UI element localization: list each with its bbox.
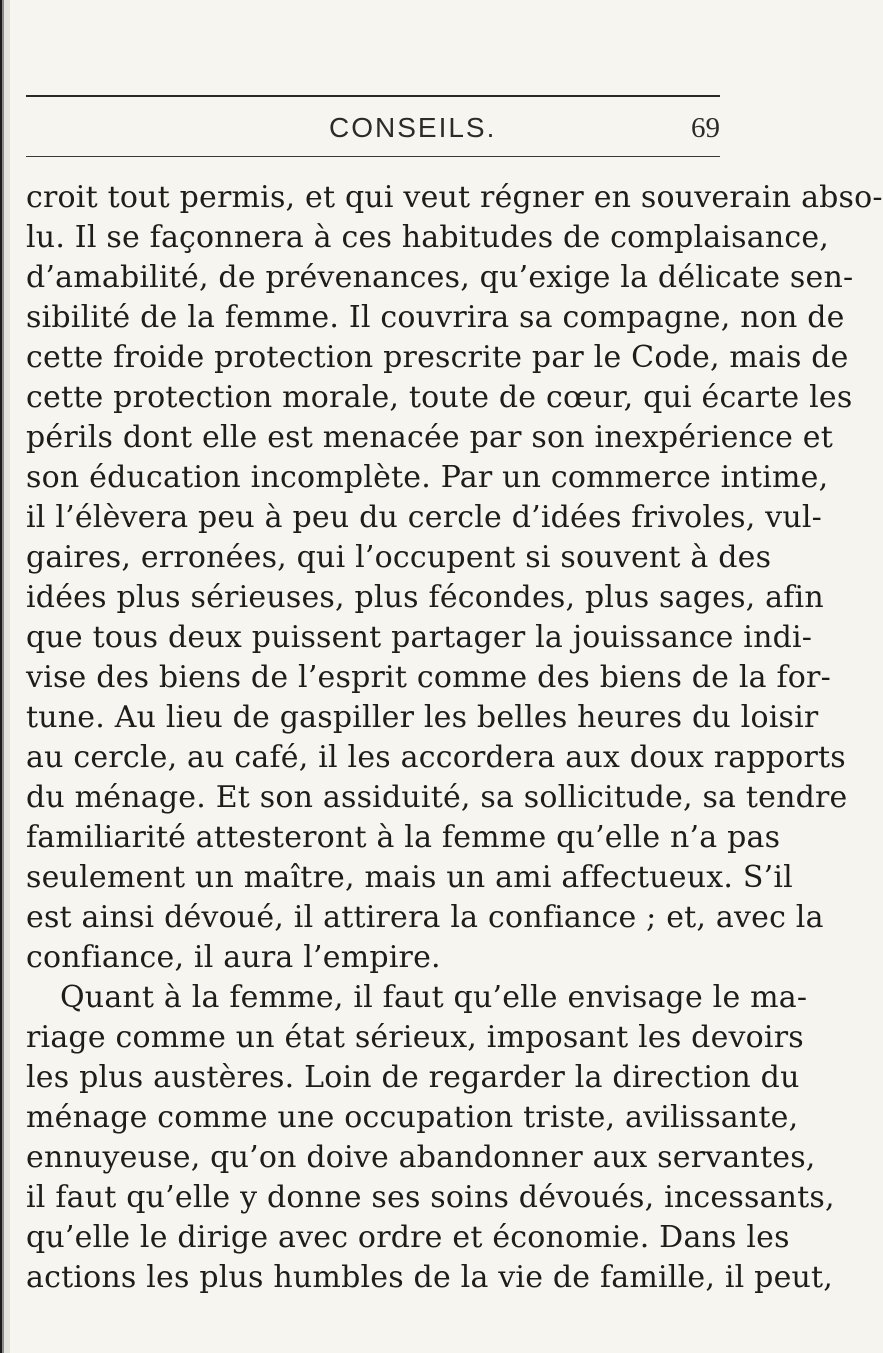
text-line-13: vise des biens de l’esprit comme des biens de la for-: [26, 660, 831, 695]
running-head: CONSEILS.: [329, 112, 497, 143]
page-number: 69: [691, 112, 720, 144]
body-text: [26, 178, 883, 1298]
text-line-18: seulement un maître, mais un ami affectueux. S’il: [26, 860, 793, 895]
text-line-28: actions les plus humbles de la vie de famille, il peut,: [26, 1260, 834, 1295]
text-line-26: il faut qu’elle y donne ses soins dévoués, incessants,: [26, 1180, 835, 1215]
text-line-15: au cercle, au café, il les accordera aux doux rapports: [26, 740, 846, 775]
text-line-17: familiarité attesteront à la femme qu’elle n’a pas: [26, 820, 781, 855]
text-line-6: cette protection morale, toute de cœur, qui écarte les: [26, 380, 853, 415]
text-line-24: ménage comme une occupation triste, avilissante,: [26, 1100, 799, 1135]
text-line-8: son éducation incomplète. Par un commerce intime,: [26, 460, 829, 495]
text-line-12: que tous deux puissent partager la jouissance indi-: [26, 620, 813, 655]
text-line-19: est ainsi dévoué, il attirera la confiance ; et, avec la: [26, 900, 824, 935]
text-line-1: croit tout permis, et qui veut régner en souverain abso-: [26, 180, 883, 215]
text-line-23: les plus austères. Loin de regarder la direction du: [26, 1060, 800, 1095]
text-line-5: cette froide protection prescrite par le Code, mais de: [26, 340, 849, 375]
text-line-16: du ménage. Et son assiduité, sa sollicitude, sa tendre: [26, 780, 848, 815]
text-line-20: confiance, il aura l’empire.: [26, 940, 441, 975]
text-line-9: il l’élèvera peu à peu du cercle d’idées frivoles, vul-: [26, 500, 822, 535]
top-rule: [26, 95, 720, 97]
text-line-2: lu. Il se façonnera à ces habitudes de complaisance,: [26, 220, 830, 255]
text-line-22: riage comme un état sérieux, imposant les devoirs: [26, 1020, 804, 1055]
text-line-10: gaires, erronées, qui l’occupent si souvent à des: [26, 540, 772, 575]
page-header: [26, 109, 720, 147]
text-line-7: périls dont elle est menacée par son inexpérience et: [26, 420, 833, 455]
header-rule: [26, 156, 720, 157]
text-line-3: d’amabilité, de prévenances, qu’exige la délicate sen-: [26, 260, 854, 295]
page-spine-edge: [0, 0, 10, 1353]
text-line-27: qu’elle le dirige avec ordre et économie. Dans les: [26, 1220, 790, 1255]
text-line-25: ennuyeuse, qu’on doive abandonner aux servantes,: [26, 1140, 816, 1175]
text-line-21: Quant à la femme, il faut qu’elle envisage le ma-: [60, 980, 808, 1015]
text-line-11: idées plus sérieuses, plus fécondes, plus sages, afin: [26, 580, 824, 615]
text-line-14: tune. Au lieu de gaspiller les belles heures du loisir: [26, 700, 819, 735]
text-line-4: sibilité de la femme. Il couvrira sa compagne, non de: [26, 300, 845, 335]
